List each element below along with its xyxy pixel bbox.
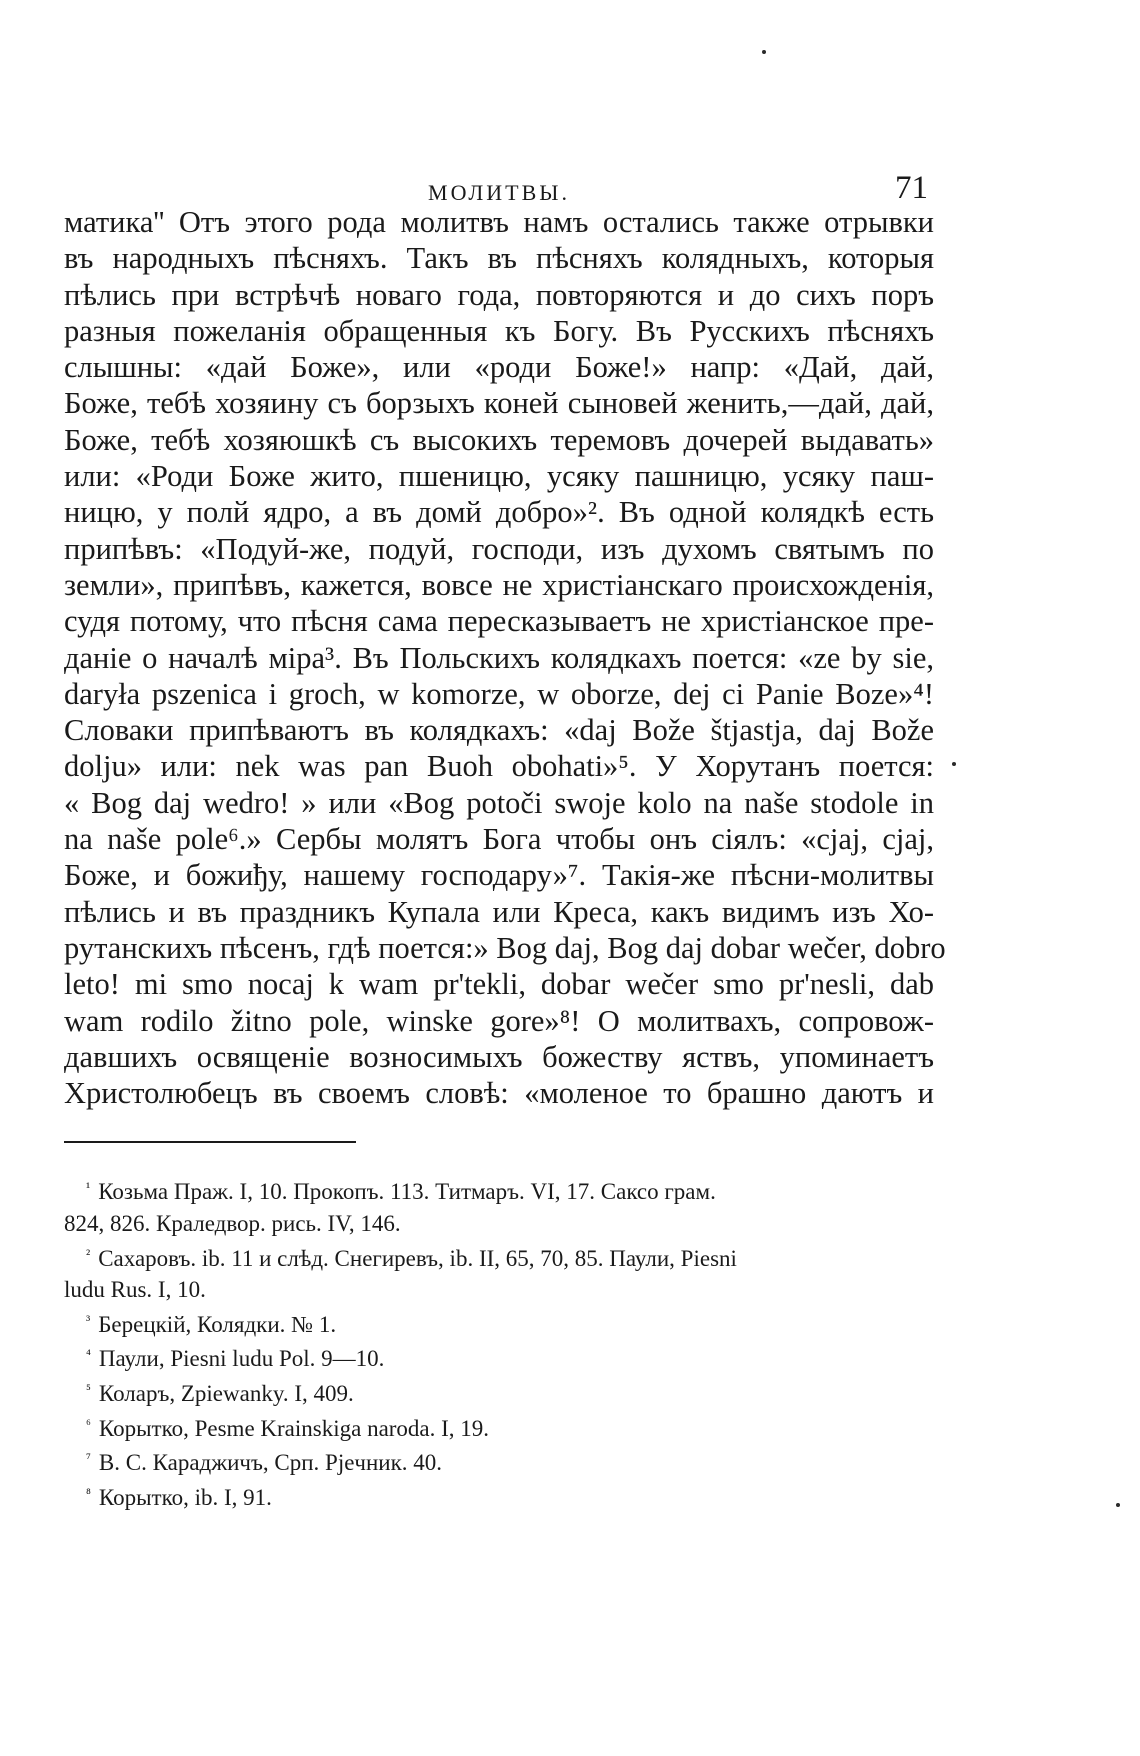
text-line: слышны: «дай Боже», или «роди Боже!» напр: «Дай, дай, xyxy=(64,350,934,385)
footnote xyxy=(64,1375,934,1410)
scan-speck xyxy=(1116,1503,1120,1507)
text-line: Боже, и божиђу, нашему господару»⁷. Такія-же пѣсни-молитвы xyxy=(64,858,934,893)
footnote xyxy=(64,1410,934,1445)
footnote-text: Козьма Праж. I, 10. Прокопъ. 113. Титмаръ. VI, 17. Саксо грам. xyxy=(98,1179,716,1205)
text-line: Христолюбецъ въ своемъ словѣ: «моленое то брашно даютъ и xyxy=(64,1076,934,1111)
footnote-mark: ¹ xyxy=(86,1181,91,1197)
footnote xyxy=(64,1173,934,1239)
footnote-mark: ⁵ xyxy=(86,1382,91,1398)
text-line: рутанскихъ пѣсенъ, гдѣ поется:» Bog daj, Bog daj dobar wečer, dobro xyxy=(64,930,946,965)
text-line: ницю, у полй ядро, а въ домй добро»². Въ одной колядкѣ есть xyxy=(64,495,934,530)
footnote-text: Паули, Piesni ludu Pol. 9—10. xyxy=(98,1346,385,1372)
text-line: пѣлись и въ праздникъ Купала или Креса, какъ видимъ изъ Хо- xyxy=(64,894,934,929)
book-page xyxy=(64,160,946,1513)
footnote-mark: ² xyxy=(86,1247,91,1263)
footnote xyxy=(64,1340,934,1375)
text-line: daryła pszenica i groch, w komorze, w oborze, dej ci Panie Boze»⁴! xyxy=(64,676,934,711)
footnote-text: 824, 826. Краледвор. рись. IV, 146. xyxy=(64,1211,401,1237)
footnote-text: Корытко, ib. I, 91. xyxy=(98,1484,272,1510)
scan-speck xyxy=(952,762,956,766)
footnote-text: ludu Rus. I, 10. xyxy=(64,1277,206,1303)
text-line: Боже, тебѣ хозяюшкѣ съ высокихъ теремовъ дочерей выдавать» xyxy=(64,422,934,457)
text-line: матика'' Отъ этого рода молитвъ намъ остались также отрывки xyxy=(64,205,934,239)
text-line: пѣлись при встрѣчѣ новаго года, повторяются и до сихъ поръ xyxy=(64,277,934,312)
footnote xyxy=(64,1479,934,1514)
footnote-mark: ⁸ xyxy=(86,1486,91,1502)
running-title: МОЛИТВЫ. xyxy=(428,180,570,205)
text-line: « Bog daj wedro! » или «Bog potoči swoje kolo na naše stodole in xyxy=(64,785,934,820)
text-line: судя потому, что пѣсня сама пересказываетъ не христіанское пре- xyxy=(64,604,934,639)
text-line: wam rodilo žitno pole, winske gore»⁸! О молитвахъ, сопровож- xyxy=(64,1003,934,1038)
text-line: Боже, тебѣ хозяину съ борзыхъ коней сыновей женить,—дай, дай, xyxy=(64,386,934,421)
text-line: разныя пожеланія обращенныя къ Богу. Въ Русскихъ пѣсняхъ xyxy=(64,313,934,348)
text-line: въ народныхъ пѣсняхъ. Такъ въ пѣсняхъ колядныхъ, которыя xyxy=(64,241,934,276)
text-line: Словаки припѣваютъ въ колядкахъ: «daj Bože štjastja, daj Bože xyxy=(64,713,934,748)
footnote-separator xyxy=(64,1141,356,1143)
text-line: земли», припѣвъ, кажется, вовсе не христіанскаго происхожденія, xyxy=(64,567,934,602)
body-text xyxy=(64,204,946,1111)
page-header xyxy=(64,160,934,204)
text-line: na naše pole⁶.» Сербы молятъ Бога чтобы онъ сіялъ: «сјај, сјај, xyxy=(64,822,934,857)
text-line: припѣвъ: «Подуй-же, подуй, господи, изъ духомъ святымъ по xyxy=(64,531,934,566)
footnote-mark: ⁴ xyxy=(86,1348,91,1364)
text-line: даніе о началѣ міра³. Въ Польскихъ колядкахъ поется: «ze by sie, xyxy=(64,640,934,675)
footnote-mark: ³ xyxy=(86,1313,91,1329)
text-line: или: «Роди Боже жито, пшеницю, усяку пашницю, усяку паш- xyxy=(64,459,934,494)
text-line: dolju» или: nek was pan Buoh obohati»⁵. У Хорутанъ поется: xyxy=(64,749,934,784)
footnote-text: Корытко, Pesme Krainskiga naroda. I, 19. xyxy=(98,1415,490,1441)
footnote-text: Коларъ, Zpiewanky. I, 409. xyxy=(98,1380,354,1406)
footnote-mark: ⁷ xyxy=(86,1452,91,1468)
footnote xyxy=(64,1306,934,1341)
scan-speck xyxy=(762,50,766,54)
footnote-text: Сахаровъ. ib. 11 и слѣд. Снегиревъ, ib. II, 65, 70, 85. Паули, Piesni xyxy=(98,1245,737,1271)
text-line: leto! mi smo nocaj k wam pr'tekli, dobar wečer smo pr'nesli, dab xyxy=(64,967,934,1002)
footnote-mark: ⁶ xyxy=(86,1417,91,1433)
footnote xyxy=(64,1444,934,1479)
footnote-text: Берецкій, Колядки. № 1. xyxy=(98,1311,337,1337)
footnote xyxy=(64,1240,934,1306)
text-line: давшихъ освященіе возносимыхъ божеству яствъ, упоминаетъ xyxy=(64,1039,934,1074)
footnote-text: В. С. Караджичъ, Срп. Pjeчник. 40. xyxy=(98,1450,443,1476)
page-number: 71 xyxy=(895,170,928,206)
footnotes xyxy=(64,1173,934,1513)
